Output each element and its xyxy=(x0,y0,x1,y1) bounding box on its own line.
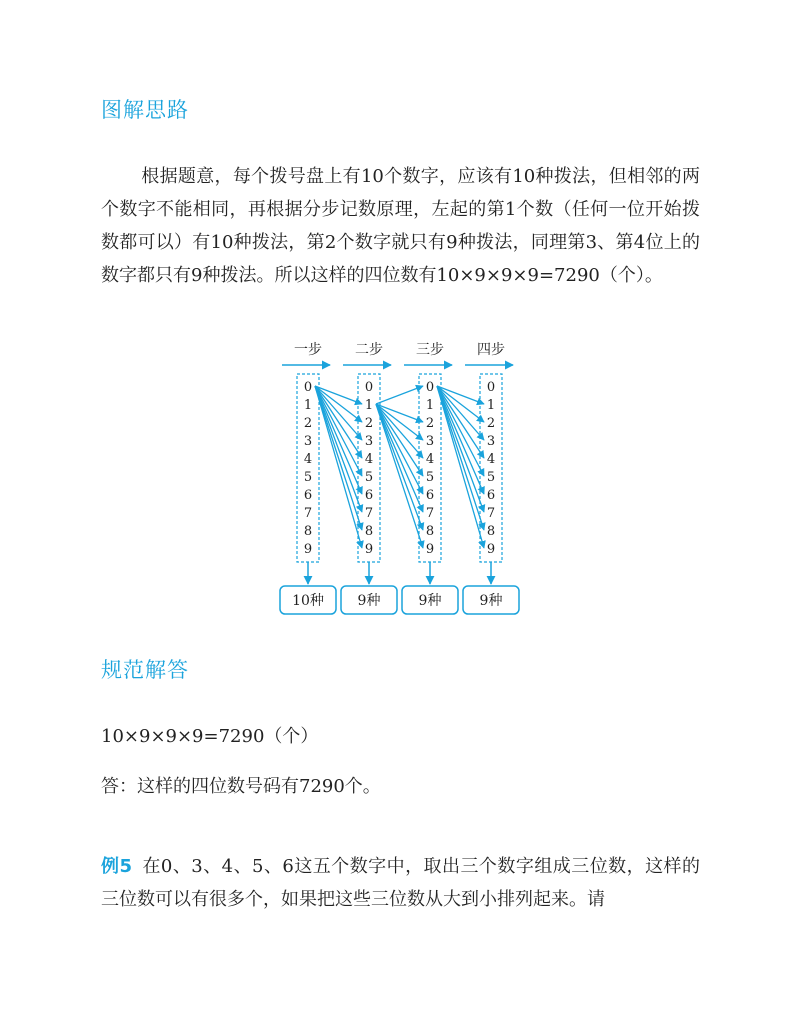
fan-arrow xyxy=(437,386,484,512)
step-label: 一步 xyxy=(294,342,322,358)
fan-arrow xyxy=(376,404,423,512)
digit-label: 9 xyxy=(486,542,496,557)
digit-label: 1 xyxy=(364,398,374,413)
section-title-thinking: 图解思路 xyxy=(101,98,189,122)
digit-label: 3 xyxy=(425,434,435,449)
explanation-text: 根据题意，每个拨号盘上有10个数字，应该有10种拨法，但相邻的两个数字不能相同，再根据分步记数原理，左起的第1个数（任何一位开始拨数都可以）有10种拨法，第2个数字就只有9种拨法，同理第3、第4位上的数字都只有9种拨法。所以这样的四位数有10×9×9×9=7290（个）。 xyxy=(101,166,700,286)
fan-arrow xyxy=(315,386,362,530)
digit-label: 1 xyxy=(425,398,435,413)
digit-label: 9 xyxy=(364,542,374,557)
digit-label: 0 xyxy=(425,380,435,395)
digit-label: 4 xyxy=(303,452,313,467)
digit-label: 0 xyxy=(364,380,374,395)
fan-arrow xyxy=(376,404,423,530)
step-label: 二步 xyxy=(355,342,383,358)
fan-arrow xyxy=(437,386,484,548)
digit-label: 5 xyxy=(303,470,313,485)
digit-label: 9 xyxy=(425,542,435,557)
digit-label: 7 xyxy=(303,506,313,521)
digit-label: 8 xyxy=(425,524,435,539)
digit-label: 1 xyxy=(303,398,313,413)
digit-label: 1 xyxy=(486,398,496,413)
example-paragraph xyxy=(101,850,700,916)
digit-label: 7 xyxy=(425,506,435,521)
count-label: 9种 xyxy=(479,593,503,609)
digit-label: 6 xyxy=(364,488,374,503)
digit-label: 8 xyxy=(303,524,313,539)
answer-formula: 10×9×9×9=7290（个） xyxy=(101,726,319,747)
digit-label: 6 xyxy=(425,488,435,503)
fan-arrow xyxy=(376,404,423,548)
digit-label: 6 xyxy=(303,488,313,503)
fan-arrow xyxy=(315,386,362,548)
digit-label: 7 xyxy=(364,506,374,521)
digit-label: 4 xyxy=(486,452,496,467)
digit-label: 0 xyxy=(486,380,496,395)
section-title-answer: 规范解答 xyxy=(101,658,189,682)
digit-label: 8 xyxy=(364,524,374,539)
answer-sentence: 答：这样的四位数号码有7290个。 xyxy=(101,776,381,797)
step-label: 三步 xyxy=(416,342,444,358)
count-label: 9种 xyxy=(418,593,442,609)
fan-arrow xyxy=(315,386,362,494)
digit-label: 5 xyxy=(425,470,435,485)
example-text: 在0、3、4、5、6这五个数字中，取出三个数字组成三位数，这样的三位数可以有很多个，如果把这些三位数从大到小排列起来。请 xyxy=(101,856,701,910)
digit-label: 2 xyxy=(303,416,313,431)
digit-label: 4 xyxy=(364,452,374,467)
digit-label: 5 xyxy=(364,470,374,485)
digit-label: 5 xyxy=(486,470,496,485)
digit-label: 9 xyxy=(303,542,313,557)
example-label: 例5 xyxy=(101,856,132,877)
digit-label: 3 xyxy=(303,434,313,449)
fan-arrow xyxy=(376,386,423,404)
digit-label: 7 xyxy=(486,506,496,521)
digit-label: 2 xyxy=(425,416,435,431)
digit-label: 8 xyxy=(486,524,496,539)
digit-label: 2 xyxy=(486,416,496,431)
digit-label: 0 xyxy=(303,380,313,395)
count-label: 9种 xyxy=(357,593,381,609)
digit-label: 4 xyxy=(425,452,435,467)
digit-label: 3 xyxy=(486,434,496,449)
digit-label: 3 xyxy=(364,434,374,449)
fan-arrow xyxy=(315,386,362,512)
digit-label: 6 xyxy=(486,488,496,503)
explanation-paragraph xyxy=(101,160,700,292)
step-label: 四步 xyxy=(477,342,505,358)
dialing-steps-diagram xyxy=(270,330,530,620)
fan-arrow xyxy=(437,386,484,494)
fan-arrow xyxy=(437,386,484,530)
digit-label: 2 xyxy=(364,416,374,431)
count-label: 10种 xyxy=(292,593,324,609)
